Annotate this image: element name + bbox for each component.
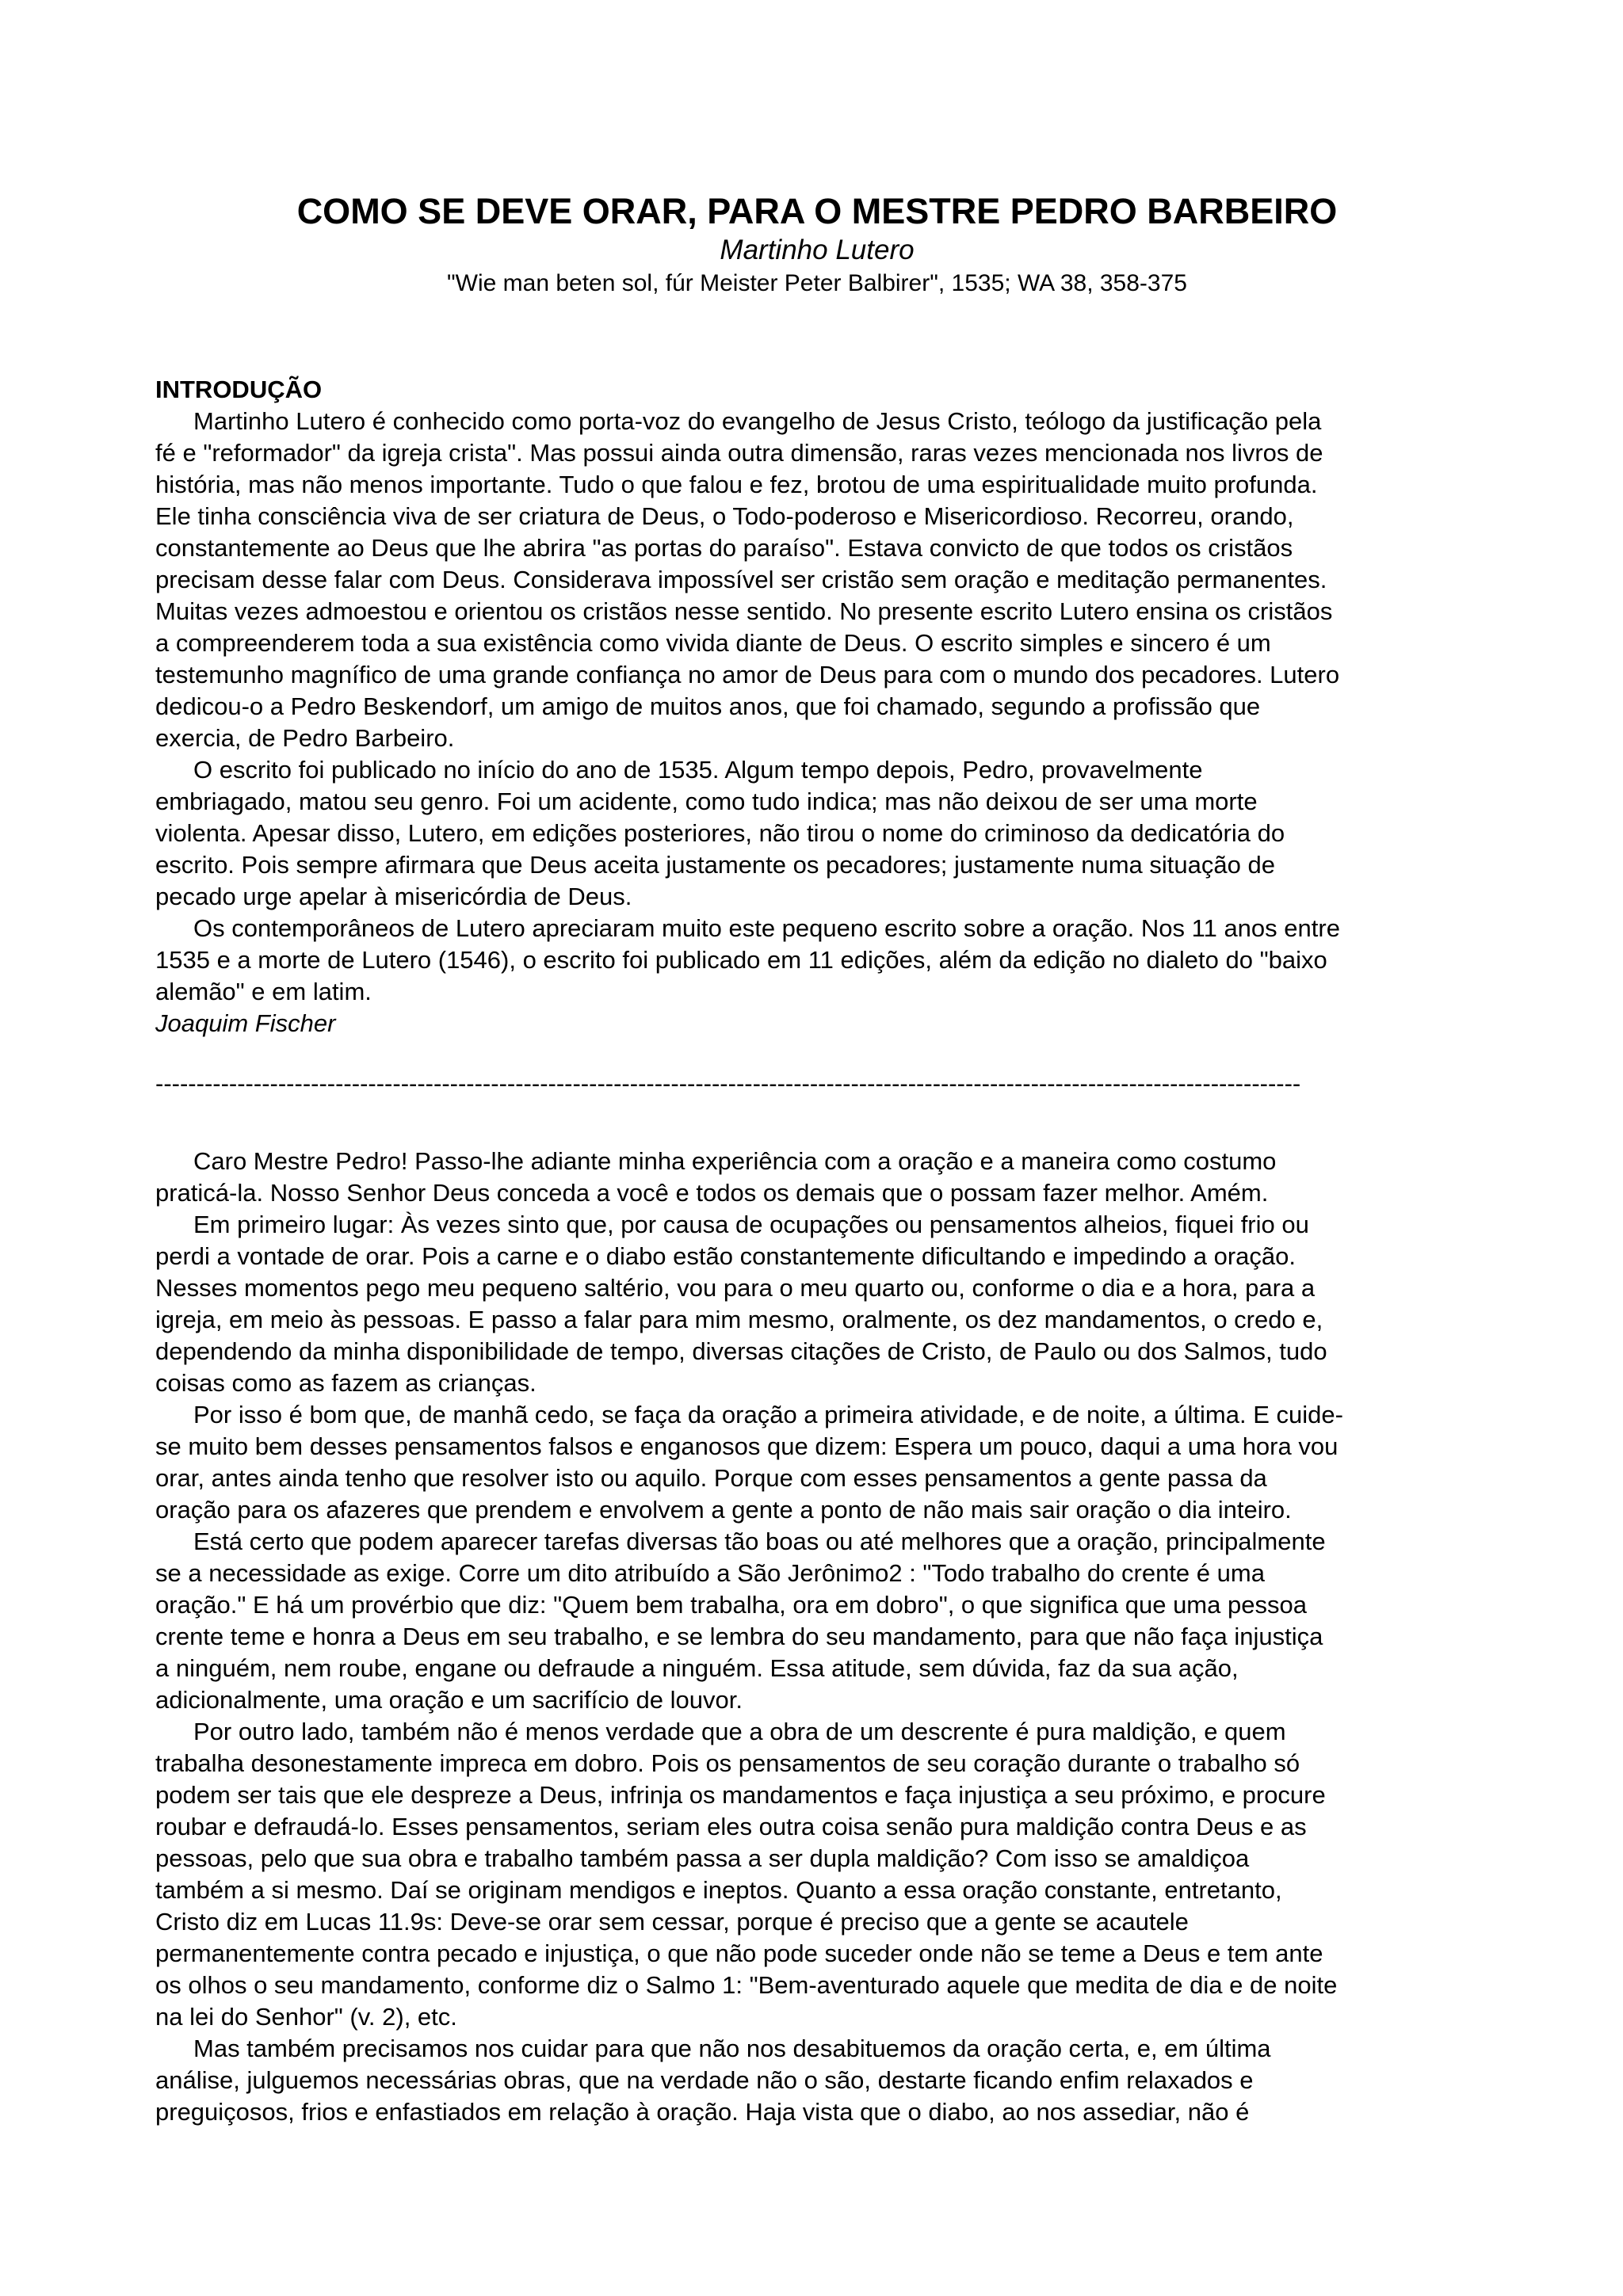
introduction-signature: Joaquim Fischer xyxy=(155,1009,336,1037)
introduction-paragraph: Os contemporâneos de Lutero apreciaram muito este pequeno escrito sobre a oração. Nos 11 anos entre 1535 e a morte de Lutero (1546), o escrito foi publicado em 11 edições, além da edição no dialeto do "baixo alemão" e em latim. xyxy=(155,914,1340,1005)
document-title: COMO SE DEVE ORAR, PARA O MESTRE PEDRO BARBEIRO xyxy=(296,191,1338,231)
introduction-paragraph: O escrito foi publicado no início do ano de 1535. Algum tempo depois, Pedro, provavelmente embriagado, matou seu genro. Foi um acidente, como tudo indica; mas não deixou de ser uma morte violenta. Apesar disso, Lutero, em edições posteriores, não tirou o nome do criminoso da dedicatória do escrito. Pois sempre afirmara que Deus aceita justamente os pecadores; justamente numa situação de pecado urge apelar à misericórdia de Deus. xyxy=(155,756,1285,910)
body-paragraph: Mas também precisamos nos cuidar para que não nos desabituemos da oração certa, e, em última análise, julguemos necessárias obras, que na verdade não o são, destarte ficando enfim relaxados e preguiçosos, frios e enfastiados em relação à oração. Haja vista que o diabo, ao nos assediar, não é xyxy=(155,2035,1271,2126)
body-paragraph: Por outro lado, também não é menos verdade que a obra de um descrente é pura maldição, e quem trabalha desonestamente impreca em dobro. Pois os pensamentos de seu coração durante o trabalho só podem ser tais que ele despreze a Deus, infrinja os mandamentos e faça injustiça a seu próximo, e procure roubar e defraudá-lo. Esses pensamentos, seriam eles outra coisa senão pura maldição contra Deus e as pessoas, pelo que sua obra e trabalho também passa a ser dupla maldição? Com isso se amaldiçoa também a si mesmo. Daí se originam mendigos e ineptos. Quanto a essa oração constante, entretanto, Cristo diz em Lucas 11.9s: Deve-se orar sem cessar, porque é preciso que a gente se acautele permanentemente contra pecado e injustiça, o que não pode suceder onde não se teme a Deus e tem ante os olhos o seu mandamento, conforme diz o Salmo 1: "Bem-aventurado aquele que medita de dia e de noite na lei do Senhor" (v. 2), etc. xyxy=(155,1718,1338,2031)
body-paragraph: Caro Mestre Pedro! Passo-lhe adiante minha experiência com a oração e a maneira como costumo praticá-la. Nosso Senhor Deus conceda a você e todos os demais que o possam fazer melhor. Amém. xyxy=(155,1147,1277,1207)
document-author: Martinho Lutero xyxy=(720,235,915,265)
introduction-heading: INTRODUÇÃO xyxy=(155,376,323,403)
body-paragraph: Por isso é bom que, de manhã cedo, se faça da oração a primeira atividade, e de noite, a última. E cuide- se muito bem desses pensamentos falsos e enganosos que dizem: Espera um pouco, daqui a uma hora vou orar, antes ainda tenho que resolver isto ou aquilo. Porque com esses pensamentos a gente passa da oração para os afazeres que prendem e envolvem a gente a ponto de não mais sair oração o dia inteiro. xyxy=(155,1401,1343,1524)
body-paragraph: Está certo que podem aparecer tarefas diversas tão boas ou até melhores que a oração, principalmente se a necessidade as exige. Corre um dito atribuído a São Jerônimo2 : "Todo trabalho do crente é uma oração." E há um provérbio que diz: "Quem bem trabalha, ora em dobro", o que significa que uma pessoa crente teme e honra a Deus em seu trabalho, e se lembra do seu mandamento, para que não faça injustiça a ninguém, nem roube, engane ou defraude a ninguém. Essa atitude, sem dúvida, faz da sua ação, adicionalmente, uma oração e um sacrifício de louvor. xyxy=(155,1527,1326,1714)
letter-body xyxy=(155,1146,1479,2128)
document-source: "Wie man beten sol, fúr Meister Peter Balbirer", 1535; WA 38, 358-375 xyxy=(447,270,1187,296)
section-divider: -------------------------------------------------------------------------------------------------------------------------------------------- xyxy=(155,1070,1301,1097)
document-page xyxy=(155,190,1479,2128)
introduction-paragraph: Martinho Lutero é conhecido como porta-voz do evangelho de Jesus Cristo, teólogo da justificação pela fé e "reformador" da igreja crista". Mas possui ainda outra dimensão, raras vezes mencionada nos livros de história, mas não menos importante. Tudo o que falou e fez, brotou de uma espiritualidade muito profunda. Ele tinha consciência viva de ser criatura de Deus, o Todo-poderoso e Misericordioso. Recorreu, orando, constantemente ao Deus que lhe abrira "as portas do paraíso". Estava convicto de que todos os cristãos precisam desse falar com Deus. Considerava impossível ser cristão sem oração e meditação permanentes. Muitas vezes admoestou e orientou os cristãos nesse sentido. No presente escrito Lutero ensina os cristãos a compreenderem toda a sua existência como vivida diante de Deus. O escrito simples e sincero é um testemunho magnífico de uma grande confiança no amor de Deus para com o mundo dos pecadores. Lutero dedicou-o a Pedro Beskendorf, um amigo de muitos anos, que foi chamado, segundo a profissão que exercia, de Pedro Barbeiro. xyxy=(155,407,1340,752)
body-paragraph: Em primeiro lugar: Às vezes sinto que, por causa de ocupações ou pensamentos alheios, fiquei frio ou perdi a vontade de orar. Pois a carne e o diabo estão constantemente dificultando e impedindo a oração. Nesses momentos pego meu pequeno saltério, vou para o meu quarto ou, conforme o dia e a hora, para a igreja, em meio às pessoas. E passo a falar para mim mesmo, oralmente, os dez mandamentos, o credo e, dependendo da minha disponibilidade de tempo, diversas citações de Cristo, de Paulo ou dos Salmos, tudo coisas como as fazem as crianças. xyxy=(155,1211,1327,1397)
